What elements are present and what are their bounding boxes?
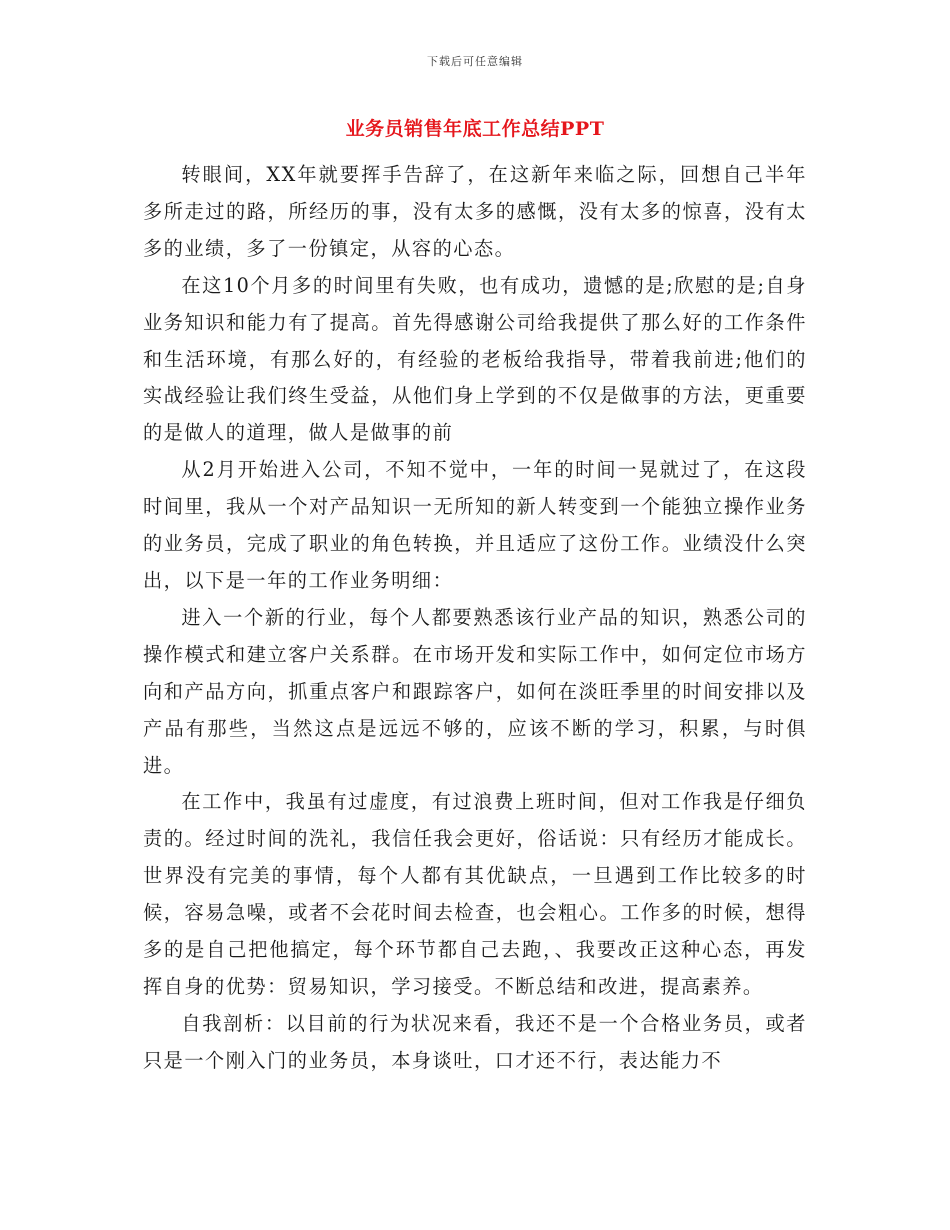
paragraph-2: 在这10个月多的时间里有失败，也有成功，遗憾的是;欣慰的是;自身业务知识和能力有了提高。首先得感谢公司给我提供了那么好的工作条件和生活环境，有那么好的，有经验的老板给我指导，带着我前进;他们的实战经验让我们终生受益，从他们身上学到的不仅是做事的方法，更重要的是做人的道理，做人是做事的前	[143, 273, 807, 445]
paragraph-1: 转眼间，XX年就要挥手告辞了，在这新年来临之际，回想自己半年多所走过的路，所经历的事，没有太多的感慨，没有太多的惊喜，没有太多的业绩，多了一份镇定，从容的心态。	[143, 163, 807, 260]
document-body	[143, 157, 807, 1080]
paragraph-5: 在工作中，我虽有过虚度，有过浪费上班时间，但对工作我是仔细负责的。经过时间的洗礼，我信任我会更好，俗话说：只有经历才能成长。世界没有完美的事情，每个人都有其优缺点，一旦遇到工作比较多的时候，容易急噪，或者不会花时间去检查，也会粗心。工作多的时候，想得多的是自己把他搞定，每个环节都自己去跑，、我要改正这种心态，再发挥自身的优势：贸易知识，学习接受。不断总结和改进，提高素养。	[143, 790, 807, 998]
paragraph-4: 进入一个新的行业，每个人都要熟悉该行业产品的知识，熟悉公司的操作模式和建立客户关系群。在市场开发和实际工作中，如何定位市场方向和产品方向，抓重点客户和跟踪客户，如何在淡旺季里的时间安排以及产品有那些，当然这点是远远不够的，应该不断的学习，积累，与时俱进。	[143, 605, 807, 777]
header-note: 下载后可任意编辑	[427, 55, 523, 68]
document-title: 业务员销售年底工作总结PPT	[345, 118, 605, 140]
paragraph-6: 自我剖析：以目前的行为状况来看，我还不是一个合格业务员，或者只是一个刚入门的业务员，本身谈吐，口才还不行，表达能力不	[143, 1011, 807, 1072]
paragraph-3: 从2月开始进入公司，不知不觉中，一年的时间一晃就过了，在这段时间里，我从一个对产品知识一无所知的新人转变到一个能独立操作业务的业务员，完成了职业的角色转换，并且适应了这份工作。业绩没什么突出，以下是一年的工作业务明细：	[143, 458, 807, 592]
